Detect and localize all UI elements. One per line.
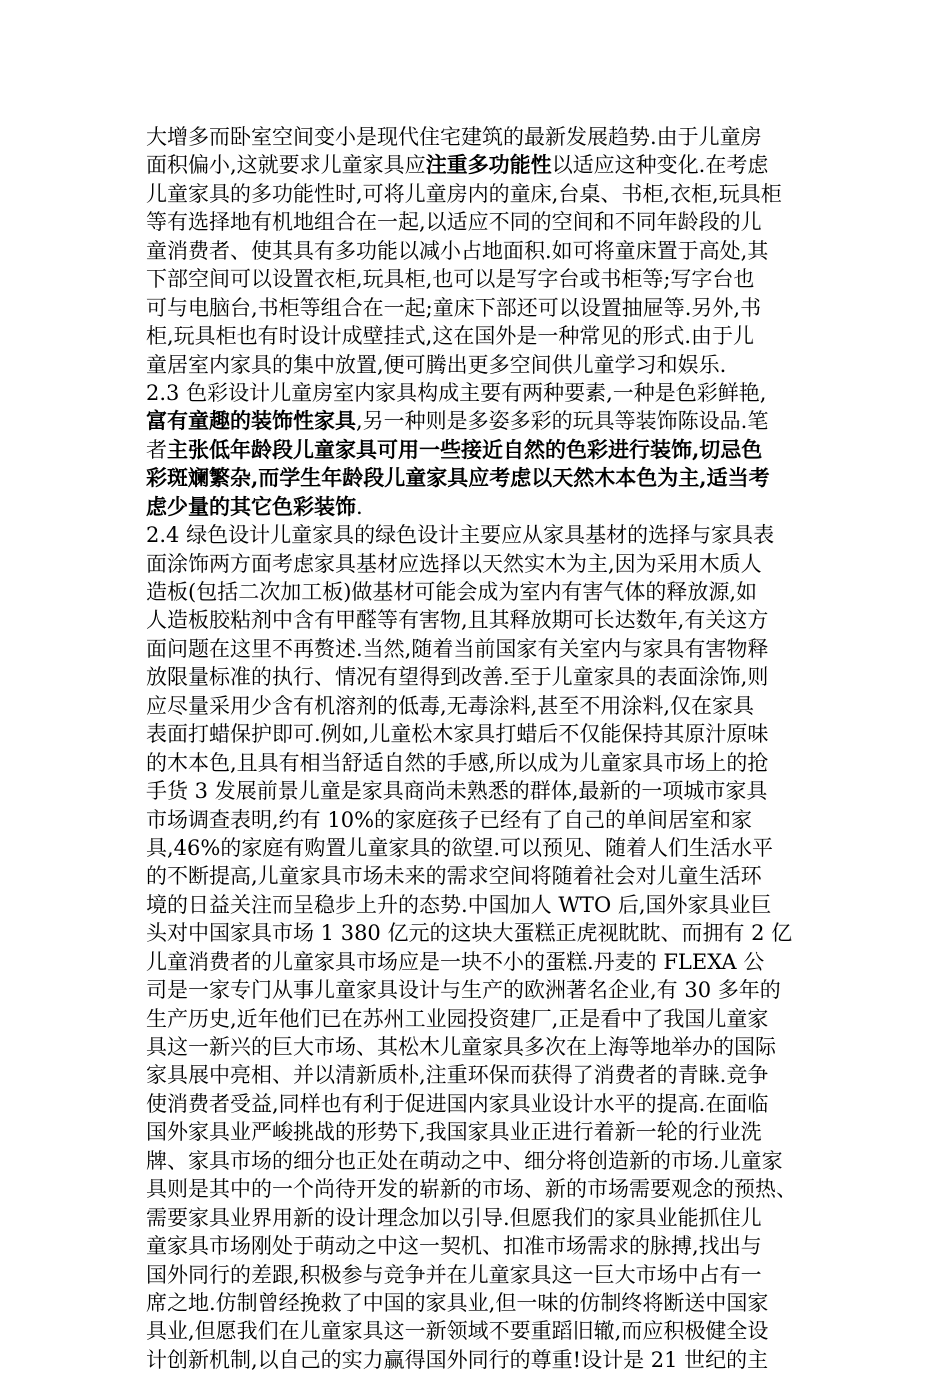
text-segment: 头对中国家具市场 1 380 亿元的这块大蛋糕正虎视眈眈、而拥有 2 亿 [146, 921, 793, 946]
text-line [146, 1033, 812, 1061]
text-segment: 放限量标准的执行、情况有望得到改善.至于儿童家具的表面涂饰,则 [146, 665, 769, 690]
text-segment: 以适应这种变化.在考虑 [551, 153, 769, 178]
text-line [146, 407, 812, 435]
text-line [146, 749, 812, 777]
text-line [146, 578, 812, 606]
text-line [146, 351, 812, 379]
text-segment: 下部空间可以设置衣柜,玩具柜,也可以是写字台或书柜等;写字台也 [146, 267, 755, 292]
text-segment: 的不断提高,儿童家具市场未来的需求空间将随着社会对儿童生活环 [146, 864, 762, 889]
text-segment: 童居室内家具的集中放置,便可腾出更多空间供儿童学习和娱乐. [146, 352, 727, 377]
text-line [146, 1118, 812, 1146]
text-segment: 大增多而卧室空间变小是现代住宅建筑的最新发展趋势.由于儿童房 [146, 125, 762, 149]
text-segment: 面涂饰两方面考虑家具基材应选择以天然实木为主,因为采用木质人 [146, 551, 762, 576]
text-line [146, 606, 812, 634]
text-line [146, 1090, 812, 1118]
text-line [146, 692, 812, 720]
text-line [146, 322, 812, 350]
bold-text-segment: 富有童趣的装饰性家具 [146, 408, 356, 434]
text-line [146, 151, 812, 179]
text-segment: 席之地.仿制曾经挽救了中国的家具业,但一味的仿制终将断送中国家 [146, 1290, 769, 1315]
text-segment: 人造板胶粘剂中含有甲醛等有害物,且其释放期可长达数年,有关这方 [146, 608, 769, 633]
text-segment: 家具展中亮相、并以清新质朴,注重环保而获得了消费者的青睐.竞争 [146, 1063, 769, 1088]
text-line [146, 379, 812, 407]
text-segment: 者 [146, 437, 167, 462]
bold-text-segment: 注重多功能性 [425, 152, 552, 178]
text-line [146, 663, 812, 691]
text-segment: 国外同行的差跟,积极参与竞争并在儿童家具这一巨大市场中占有一 [146, 1262, 762, 1287]
text-segment: 境的日益关注而呈稳步上升的态势.中国加人 WTO 后,国外家具业巨 [146, 892, 772, 917]
text-segment: 的木本色,且具有相当舒适自然的手感,所以成为儿童家具市场上的抢 [146, 750, 769, 775]
text-line [146, 891, 812, 919]
text-line [146, 180, 812, 208]
text-segment: 柜,玩具柜也有时设计成壁挂式,这在国外是一种常见的形式.由于儿 [146, 324, 755, 349]
text-segment: 应尽量采用少含有机溶剂的低毒,无毒涂料,甚至不用涂料,仅在家具 [146, 693, 755, 718]
text-line [146, 1317, 812, 1345]
text-line [146, 464, 812, 492]
text-line [146, 493, 812, 521]
text-line [146, 777, 812, 805]
document-body-text [146, 123, 812, 1374]
text-line [146, 436, 812, 464]
text-line [146, 1261, 812, 1289]
text-line [146, 1204, 812, 1232]
text-segment: 面积偏小,这就要求儿童家具应 [146, 153, 426, 178]
text-segment: 国外家具业严峻挑战的形势下,我国家具业正进行着新一轮的行业洗 [146, 1120, 762, 1145]
text-line [146, 1289, 812, 1317]
text-segment: 司是一家专门从事儿童家具设计与生产的欧洲著名企业,有 30 多年的 [146, 978, 781, 1003]
text-line [146, 948, 812, 976]
text-line [146, 1232, 812, 1260]
text-segment: 使消费者受益,同样也有利于促进国内家具业设计水平的提高.在面临 [146, 1091, 769, 1116]
text-segment: 表面打蜡保护即可.例如,儿童松木家具打蜡后不仅能保持其原汁原味 [146, 722, 769, 747]
bold-text-segment: 主张低年龄段儿童家具可用一些接近自然的色彩进行装饰,切忌色 [167, 436, 763, 462]
text-segment: 可与电脑台,书柜等组合在一起;童床下部还可以设置抽屉等.另外,书 [146, 295, 762, 320]
text-line [146, 635, 812, 663]
text-segment: 具业,但愿我们在儿童家具这一新领域不要重蹈旧辙,而应积极健全设 [146, 1319, 769, 1344]
text-segment: 2.4 绿色设计儿童家具的绿色设计主要应从家具基材的选择与家具表 [146, 523, 775, 548]
text-segment: 儿童消费者的儿童家具市场应是一块不小的蛋糕.丹麦的 FLEXA 公 [146, 949, 765, 974]
text-line [146, 550, 812, 578]
text-segment: 具,46%的家庭有购置儿童家具的欲望.可以预见、随着人们生活水平 [146, 835, 774, 860]
text-line [146, 294, 812, 322]
text-line [146, 919, 812, 947]
bold-text-segment: 虑少量的其它色彩装饰 [146, 493, 356, 519]
text-line [146, 862, 812, 890]
text-line [146, 265, 812, 293]
bold-text-segment: 彩斑斓繁杂,而学生年龄段儿童家具应考虑以天然木本色为主,适当考 [146, 465, 770, 491]
text-segment: 童家具市场刚处于萌动之中这一契机、扣准市场需求的脉搏,找出与 [146, 1234, 762, 1259]
text-line [146, 237, 812, 265]
text-line [146, 976, 812, 1004]
text-line [146, 834, 812, 862]
text-segment: 市场调查表明,约有 10%的家庭孩子已经有了自己的单间居室和家 [146, 807, 753, 832]
text-segment: ,另一种则是多姿多彩的玩具等装饰陈设品.笔 [356, 409, 769, 434]
text-segment: . [356, 494, 363, 519]
text-segment: 需要家具业界用新的设计理念加以引导.但愿我们的家具业能抓住儿 [146, 1205, 762, 1230]
text-line [146, 208, 812, 236]
text-line [146, 521, 812, 549]
text-segment: 儿童家具的多功能性时,可将儿童房内的童床,台桌、书柜,衣柜,玩具柜 [146, 181, 782, 206]
text-line [146, 123, 812, 151]
text-line [146, 1061, 812, 1089]
text-line [146, 806, 812, 834]
text-segment: 计创新机制,以自己的实力赢得国外同行的尊重!设计是 21 世纪的主 [146, 1347, 769, 1372]
text-segment: 具则是其中的一个尚待开发的崭新的市场、新的市场需要观念的预热、 [146, 1177, 797, 1202]
text-segment: 生产历史,近年他们已在苏州工业园投资建厂,正是看中了我国儿童家 [146, 1006, 769, 1031]
text-segment: 牌、家具市场的细分也正处在萌动之中、细分将创造新的市场.儿童家 [146, 1148, 783, 1173]
text-segment: 具这一新兴的巨大市场、其松木儿童家具多次在上海等地举办的国际 [146, 1035, 776, 1059]
text-line [146, 1005, 812, 1033]
text-segment: 2.3 色彩设计儿童房室内家具构成主要有两种要素,一种是色彩鲜艳, [146, 380, 767, 405]
text-segment: 手货 3 发展前景儿童是家具商尚未熟悉的群体,最新的一项城市家具 [146, 779, 768, 804]
text-segment: 等有选择地有机地组合在一起,以适应不同的空间和不同年龄段的儿 [146, 210, 762, 235]
text-segment: 面问题在这里不再赘述.当然,随着当前国家有关室内与家具有害物释 [146, 636, 769, 661]
text-line [146, 1346, 812, 1374]
text-line [146, 1175, 812, 1203]
text-line [146, 1147, 812, 1175]
text-segment: 童消费者、使其具有多功能以减小占地面积.如可将童床置于高处,其 [146, 238, 769, 263]
text-segment: 造板(包括二次加工板)做基材可能会成为室内有害气体的释放源,如 [146, 580, 758, 604]
text-line [146, 720, 812, 748]
